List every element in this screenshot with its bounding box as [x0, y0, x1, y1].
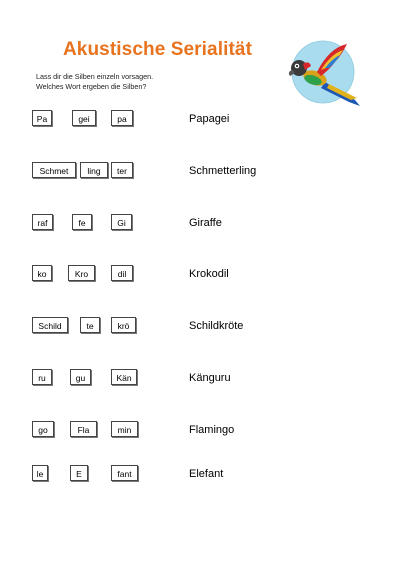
instruction-line-2: Welches Wort ergeben die Silben? — [36, 81, 147, 91]
syllable-box: Fla — [70, 421, 97, 437]
syllable-box: te — [80, 317, 100, 333]
answer-word: Papagei — [189, 113, 230, 125]
syllable-box: fe — [72, 214, 92, 230]
answer-word: Krokodil — [189, 268, 229, 280]
instruction-line-1: Lass dir die Silben einzeln vorsagen. — [36, 72, 154, 81]
syllable-box: dil — [111, 265, 133, 281]
syllable-row — [0, 265, 400, 287]
answer-word: Schmetterling — [189, 165, 257, 177]
syllable-box: Schild — [32, 317, 68, 333]
answer-word: Giraffe — [189, 217, 222, 229]
syllable-box: ling — [80, 162, 108, 178]
syllable-box: min — [111, 421, 138, 437]
page-title: Akustische Serialität — [62, 39, 252, 60]
syllable-box: go — [32, 421, 54, 437]
syllable-box: pa — [111, 110, 133, 126]
syllable-row — [0, 110, 400, 132]
syllable-row — [0, 162, 400, 184]
syllable-box: le — [32, 465, 48, 481]
syllable-row — [0, 465, 400, 487]
syllable-box: ru — [32, 369, 52, 385]
syllable-box: Schmet — [32, 162, 76, 178]
syllable-box: gei — [72, 110, 96, 126]
syllable-row — [0, 421, 400, 443]
syllable-box: Kän — [111, 369, 137, 385]
instructions — [36, 72, 153, 91]
syllable-box: krö — [111, 317, 136, 333]
syllable-box: Gi — [111, 214, 132, 230]
syllable-row — [0, 214, 400, 236]
syllable-box: raf — [32, 214, 53, 230]
parrot-icon — [285, 38, 367, 108]
answer-word: Flamingo — [189, 424, 235, 436]
syllable-box: Pa — [32, 110, 52, 126]
syllable-box: gu — [70, 369, 91, 385]
answer-word: Schildkröte — [189, 320, 244, 332]
syllable-box: Kro — [68, 265, 95, 281]
syllable-box: fant — [111, 465, 138, 481]
syllable-box: E — [70, 465, 88, 481]
syllable-row — [0, 317, 400, 339]
answer-word: Elefant — [189, 468, 224, 480]
syllable-box: ter — [111, 162, 133, 178]
answer-word: Känguru — [189, 372, 231, 384]
syllable-box: ko — [32, 265, 52, 281]
syllable-row — [0, 369, 400, 391]
